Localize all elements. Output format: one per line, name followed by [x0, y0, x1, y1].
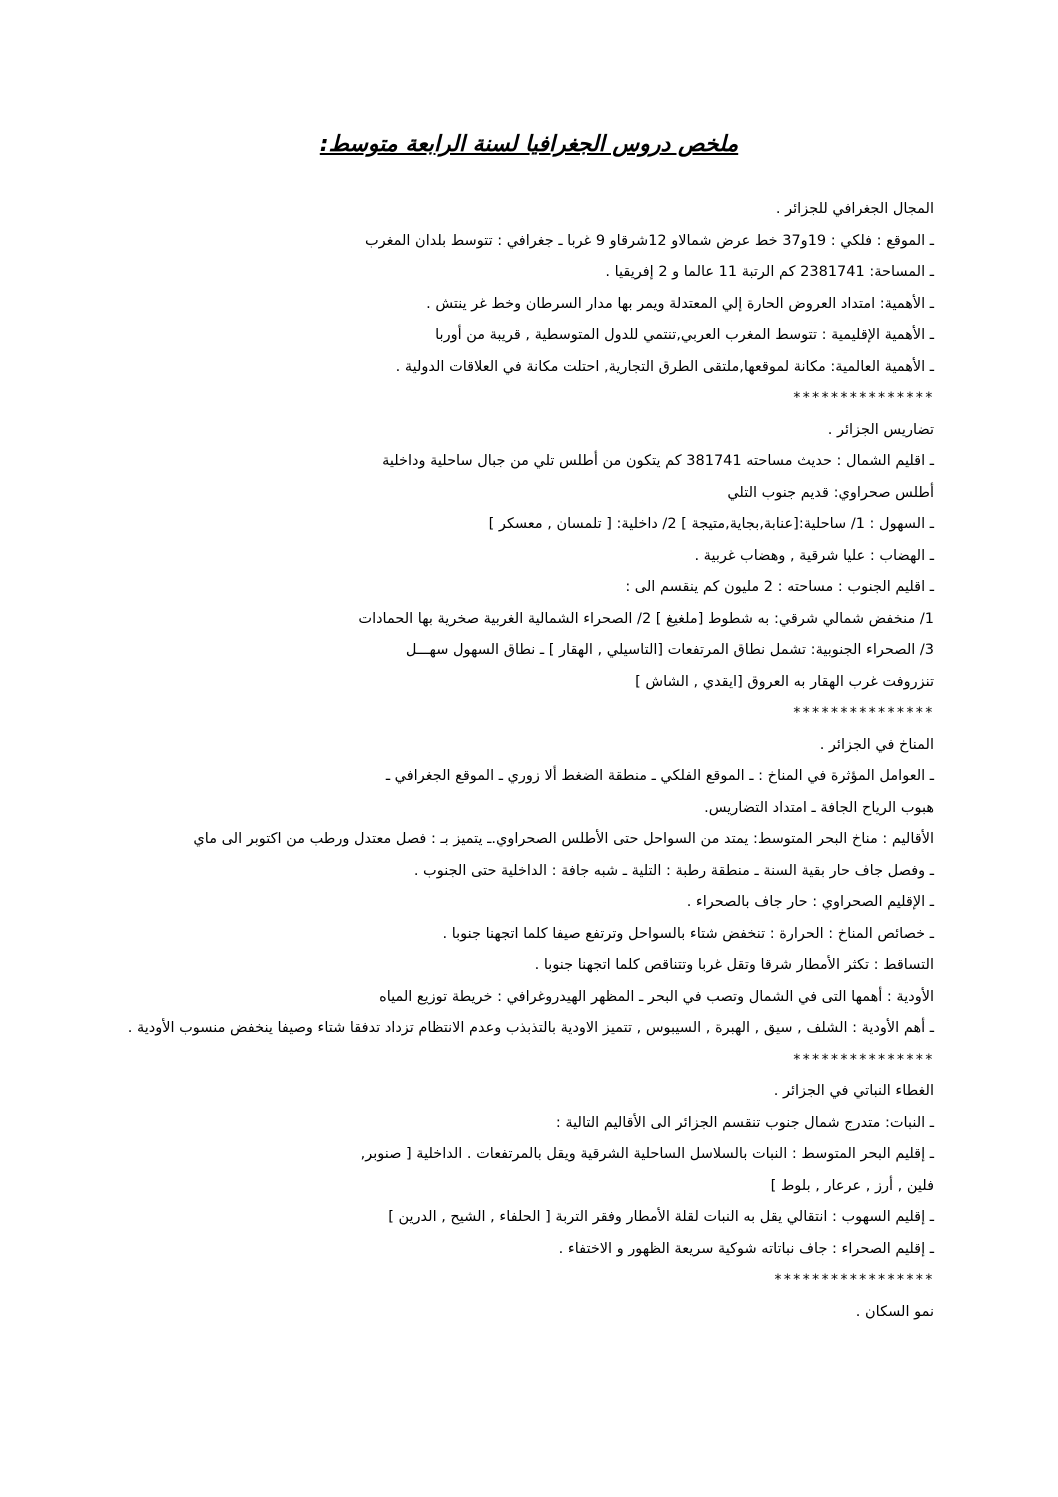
section-heading-geography: المجال الجغرافي للجزائر .	[775, 201, 934, 217]
section-heading-climate: المناخ في الجزائر .	[819, 736, 934, 753]
separator-stars: ***************	[792, 390, 934, 406]
section-heading-relief: تضاريس الجزائر .	[827, 421, 934, 438]
text-line: ـ اقليم الجنوب : مساحته : 2 مليون كم ينقسم الى :	[625, 579, 934, 595]
text-line: ـ النبات: متدرج شمال جنوب تنقسم الجزائر الى الأقاليم التالية :	[555, 1114, 934, 1131]
text-line: 1/ منخفض شمالي شرقي: به شطوط [ملغيغ ] 2/ الصحراء الشمالية الغربية صخرية بها الحمادات	[358, 610, 934, 627]
text-line-wrapped: ـ أهم الأودية : الشلف , سيق , الهبرة , السيبوس , تتميز الاودية بالتذبذب وعدم الانتظام تزداد تدفقا شتاء وصيفا ينخفض منسوب الأودية .	[127, 1020, 934, 1036]
text-line: ـ الأهمية: امتداد العروض الحارة إلي المعتدلة ويمر بها مدار السرطان وخط غر ينتش .	[426, 295, 934, 312]
text-line: فلين , أرز , عرعار , بلوط ]	[770, 1177, 934, 1194]
text-line: ـ الأهمية العالمية: مكانة لموقعها,ملتقى الطرق التجارية, احتلت مكانة في العلاقات الدولية .	[395, 358, 934, 375]
text-line: هبوب الرياح الجافة ـ امتداد التضاريس.	[704, 799, 934, 816]
text-line: تنزروفت غرب الهقار به العروق [ايقدي , الشاش ]	[635, 673, 934, 690]
text-line: ـ الهضاب : عليا شرقية , وهضاب غربية .	[694, 547, 934, 564]
text-line: أطلس صحراوي: قديم جنوب التلي	[727, 484, 934, 501]
text-line: 3/ الصحراء الجنوبية: تشمل نطاق المرتفعات [التاسيلي , الهقار ] ـ نطاق السهول سهـــل	[405, 642, 934, 658]
separator-stars: *****************	[773, 1272, 934, 1288]
text-line: التساقط : تكثر الأمطار شرقا وتقل غربا وتتناقص كلما اتجهنا جنوبا .	[534, 957, 934, 973]
document-body	[124, 194, 934, 1328]
separator-stars: ***************	[792, 1051, 934, 1068]
separator-stars: ***************	[792, 705, 934, 721]
text-line: ـ إقليم البحر المتوسط : النبات بالسلاسل الساحلية الشرقية ويقل بالمرتفعات . الداخلية [ صنوبر,	[360, 1146, 934, 1162]
text-line: ـ وفصل جاف حار بقية السنة ـ منطقة رطبة : التلية ـ شبه جافة : الداخلية حتى الجنوب .	[413, 862, 934, 879]
text-line: ـ الأهمية الإقليمية : تتوسط المغرب العربي,تنتمي للدول المتوسطية , قريبة من أوربا	[435, 327, 934, 343]
section-heading-population: نمو السكان .	[855, 1303, 934, 1320]
text-line: ـ المساحة: 2381741 كم الرتبة 11 عالما و 2 إفريقيا .	[605, 264, 934, 280]
text-line: الأقاليم : مناخ البحر المتوسط: يمتد من السواحل حتى الأطلس الصحراوي.ـ يتميز بـ : فصل معتدل ورطب من اكتوبر الى ماي	[193, 831, 934, 847]
text-line: ـ السهول : 1/ ساحلية:[عنابة,بجاية,متيجة ] 2/ داخلية: [ تلمسان , معسكر ]	[488, 516, 934, 532]
section-heading-vegetation: الغطاء النباتي في الجزائر .	[773, 1083, 934, 1099]
text-line: ـ الموقع : فلكي : 19و37 خط عرض شمالاو 12شرقاو 9 غربا ـ جغرافي : تتوسط بلدان المغرب	[364, 232, 934, 249]
text-line: ـ الإقليم الصحراوي : حار جاف بالصحراء .	[686, 894, 934, 910]
text-line: ـ العوامل المؤثرة في المناخ : ـ الموقع الفلكي ـ منطقة الضغط ألا زوري ـ الموقع الجغرافي ـ	[385, 768, 934, 784]
text-line: ـ اقليم الشمال : حديث مساحته 381741 كم يتكون من أطلس تلي من جبال ساحلية وداخلية	[382, 453, 934, 469]
text-line: ـ إقليم السهوب : انتقالي يقل به النبات لقلة الأمطار وفقر التربة [ الحلفاء , الشيح , الدرين ]	[388, 1209, 934, 1225]
text-line: ـ إقليم الصحراء : جاف نباتاته شوكية سريعة الظهور و الاختفاء .	[558, 1240, 934, 1257]
text-line: ـ خصائص المناخ : الحرارة : تنخفض شتاء بالسواحل وترتفع صيفا كلما اتجهنا جنوبا .	[442, 925, 934, 942]
text-line: الأودية : أهمها التى في الشمال وتصب في البحر ـ المظهر الهيدروغرافي : خريطة توزيع المياه	[379, 988, 934, 1005]
document-title: ملخص دروس الجغرافيا لسنة الرابعة متوسط:	[319, 132, 739, 157]
